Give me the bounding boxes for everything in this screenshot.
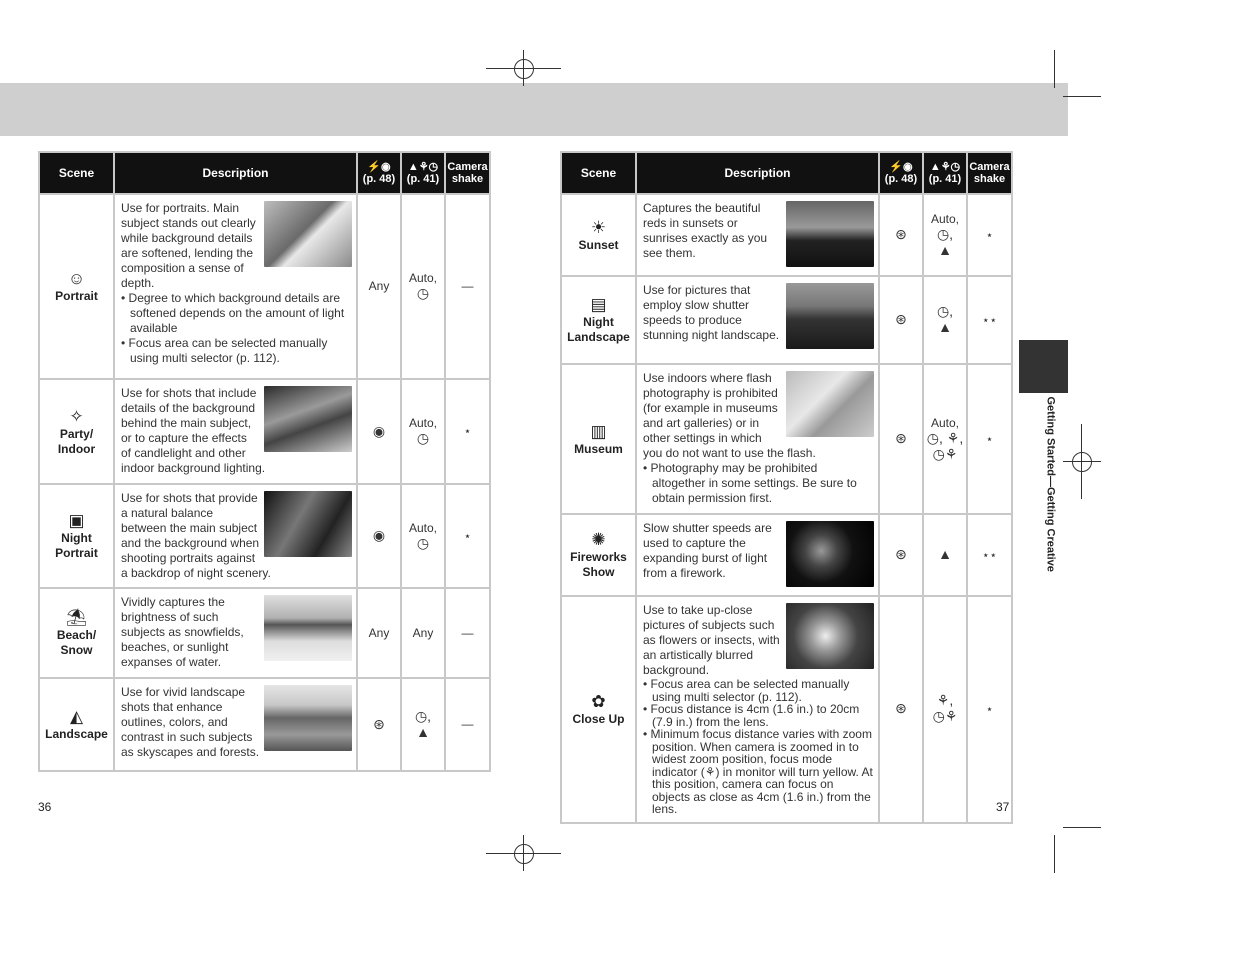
night-portrait-icon: ▣	[68, 511, 85, 530]
scene-cell: ✺ Fireworks Show	[561, 514, 636, 596]
scene-table-left	[38, 151, 491, 772]
self-timer-icon: ◷	[416, 534, 430, 551]
flash-cell	[879, 514, 923, 596]
crop-mark	[1063, 827, 1101, 828]
focus-cell	[923, 596, 967, 823]
fireworks-icon: ✺	[591, 530, 606, 549]
header-focus	[923, 152, 967, 194]
focus-ref: (p. 41)	[406, 173, 440, 185]
landscape-photo	[264, 685, 352, 751]
crop-mark	[1063, 96, 1101, 97]
table-row	[39, 194, 490, 379]
header-camera-shake: Camera shake	[445, 152, 490, 194]
crop-mark	[1054, 50, 1055, 88]
shake-cell: ⋆	[445, 379, 490, 484]
registration-mark	[514, 844, 534, 864]
focus-symbols: ▲⚘◷	[407, 161, 439, 173]
page-number-left: 36	[38, 800, 52, 814]
header-focus	[401, 152, 445, 194]
description-cell: Use for shots that include details of the background behind the main subject, or to capture the effects of candlelight and other indoor background lighting.	[114, 379, 357, 484]
shake-cell: —	[445, 678, 490, 771]
description-cell: Use for vivid landscape shots that enhance outlines, colors, and contrast in such subjects as skyscapes and forests.	[114, 678, 357, 771]
focus-symbols: ▲⚘◷	[929, 161, 961, 173]
red-eye-icon: ◉	[372, 527, 386, 543]
night-portrait-photo	[264, 491, 352, 557]
header-flash	[879, 152, 923, 194]
sunset-photo	[786, 201, 874, 267]
scene-cell: ☺ Portrait	[39, 194, 114, 379]
focus-cell	[923, 514, 967, 596]
focus-cell: Auto, ◷	[401, 194, 445, 379]
infinity-focus-icon: ▲	[938, 241, 952, 258]
table-row	[561, 276, 1012, 364]
landscape-icon: ◭	[69, 707, 84, 726]
shake-cell: ⋆	[967, 364, 1012, 514]
header-description: Description	[114, 152, 357, 194]
registration-mark	[1072, 452, 1092, 472]
night-landscape-photo	[786, 283, 874, 349]
description-cell: Use indoors where flash photography is prohibited (for example in museums and art galleries) or in other settings in which you do not want to use the flash. • Photography may be prohibited altogether in some settings. Be sure to obtain permission first.	[636, 364, 879, 514]
museum-icon: ▥	[590, 421, 607, 441]
flash-cell	[357, 379, 401, 484]
focus-cell: Auto, ◷	[401, 484, 445, 588]
flash-cell	[879, 276, 923, 364]
header-band	[0, 83, 1068, 136]
macro-icon: ◷, ⚘,	[926, 429, 964, 446]
registration-mark	[514, 59, 534, 79]
infinity-focus-icon: ▲	[938, 546, 952, 562]
shake-cell: ⋆⋆	[967, 514, 1012, 596]
portrait-icon: ☺	[67, 269, 86, 288]
self-timer-icon: ◷	[416, 285, 430, 301]
scene-cell: ☀ Sunset	[561, 194, 636, 276]
flash-ref: (p. 48)	[362, 173, 396, 185]
flash-ref: (p. 48)	[884, 173, 918, 185]
table-row	[39, 678, 490, 771]
description-cell: Vividly captures the brightness of such subjects as snowfields, beaches, or sunlight expanses of water.	[114, 588, 357, 678]
focus-cell: Auto, ◷, ▲	[923, 194, 967, 276]
focus-cell	[401, 678, 445, 771]
party-photo	[264, 386, 352, 452]
flash-cell	[357, 678, 401, 771]
crop-mark	[1054, 835, 1055, 873]
table-row	[561, 596, 1012, 823]
close-up-photo	[786, 603, 874, 669]
scene-cell: ✧ Party/ Indoor	[39, 379, 114, 484]
flash-cell: Any	[357, 194, 401, 379]
close-up-icon: ✿	[591, 691, 606, 711]
flash-off-icon: ⊛	[895, 546, 907, 562]
header-scene: Scene	[561, 152, 636, 194]
header-description: Description	[636, 152, 879, 194]
focus-cell	[923, 276, 967, 364]
focus-cell: Auto, ◷, ⚘, ◷⚘	[923, 364, 967, 514]
table-row	[39, 588, 490, 678]
description-cell: Slow shutter speeds are used to capture the expanding burst of light from a firework.	[636, 514, 879, 596]
shake-cell: —	[445, 588, 490, 678]
infinity-focus-icon: ▲	[938, 319, 952, 335]
portrait-photo	[264, 201, 352, 267]
self-timer-macro-icon: ◷⚘	[932, 445, 958, 462]
scene-table-right	[560, 151, 1013, 824]
page-number-right: 37	[996, 800, 1010, 814]
scene-cell: ▣ Night Portrait	[39, 484, 114, 588]
scene-cell: ✿ Close Up	[561, 596, 636, 823]
flash-cell	[879, 194, 923, 276]
infinity-focus-icon: ▲	[416, 723, 430, 740]
description-cell: Use for shots that provide a natural balance between the main subject and the background when shooting portraits against a backdrop of night scenery.	[114, 484, 357, 588]
beach-photo	[264, 595, 352, 661]
flash-off-icon: ⊛	[895, 700, 907, 717]
table-row	[561, 514, 1012, 596]
flash-cell	[357, 484, 401, 588]
beach-snow-icon: ⛱	[65, 608, 88, 627]
description-cell: Use for portraits. Main subject stands out clearly while background details are softened, lending the composition a sense of depth. • Degree to which background details are softened depends on the amount of light available • Focus area can be selected manually using multi selector (p. 112).	[114, 194, 357, 379]
shake-cell: —	[445, 194, 490, 379]
table-row	[39, 484, 490, 588]
flash-off-icon: ⊛	[895, 311, 907, 327]
header-flash	[357, 152, 401, 194]
flash-cell	[879, 364, 923, 514]
shake-cell: ⋆	[445, 484, 490, 588]
shake-cell: ⋆	[967, 194, 1012, 276]
description-cell: Use to take up-close pictures of subjects such as flowers or insects, with an artistically blurred background. • Focus area can be selected manually using multi selector (p. 112). • Focus distance is 4cm (1.6 in.) to 20cm (7.9 in.) from the lens. • Minimum focus distance varies with zoom position. When camera is zoomed in to widest zoom position, focus mode indicator (⚘) in monitor will turn yellow. At this position, camera can focus on objects as close as 4cm (1.6 in.) from the lens.	[636, 596, 879, 823]
table-row	[561, 194, 1012, 276]
header-camera-shake: Camera shake	[967, 152, 1012, 194]
focus-cell: Any	[401, 588, 445, 678]
table-row	[561, 364, 1012, 514]
self-timer-macro-icon: ◷⚘	[932, 708, 958, 725]
museum-photo	[786, 371, 874, 437]
header-row	[561, 152, 1012, 194]
flash-cell: Any	[357, 588, 401, 678]
macro-icon: ⚘,	[936, 692, 954, 709]
fireworks-photo	[786, 521, 874, 587]
flash-symbols: ⚡◉	[889, 161, 913, 173]
night-landscape-icon: ▤	[590, 295, 607, 314]
description-cell: Captures the beautiful reds in sunsets or sunrises exactly as you see them.	[636, 194, 879, 276]
flash-cell	[879, 596, 923, 823]
header-row	[39, 152, 490, 194]
flash-off-icon: ⊛	[895, 226, 907, 242]
self-timer-icon: ◷,	[936, 225, 954, 242]
flash-off-icon: ⊛	[373, 715, 385, 732]
scene-cell: ⛱ Beach/ Snow	[39, 588, 114, 678]
scene-cell: ▤ Night Landscape	[561, 276, 636, 364]
self-timer-icon: ◷,	[414, 707, 432, 724]
shake-cell: ⋆	[967, 596, 1012, 823]
flash-off-icon: ⊛	[895, 430, 907, 446]
shake-cell: ⋆⋆	[967, 276, 1012, 364]
focus-ref: (p. 41)	[928, 173, 962, 185]
header-scene: Scene	[39, 152, 114, 194]
red-eye-icon: ◉	[372, 422, 386, 439]
self-timer-icon: ◷,	[936, 303, 954, 319]
flash-symbols: ⚡◉	[367, 161, 391, 173]
focus-cell: Auto, ◷	[401, 379, 445, 484]
section-tab	[1019, 340, 1068, 393]
description-cell: Use for pictures that employ slow shutter speeds to produce stunning night landscape.	[636, 276, 879, 364]
scene-cell: ◭ Landscape	[39, 678, 114, 771]
sunset-icon: ☀	[590, 217, 607, 237]
scene-cell: ▥ Museum	[561, 364, 636, 514]
party-indoor-icon: ✧	[69, 406, 84, 426]
table-row	[39, 379, 490, 484]
side-label: Getting Started—Getting Creative	[1044, 396, 1057, 572]
self-timer-icon: ◷	[416, 430, 430, 446]
